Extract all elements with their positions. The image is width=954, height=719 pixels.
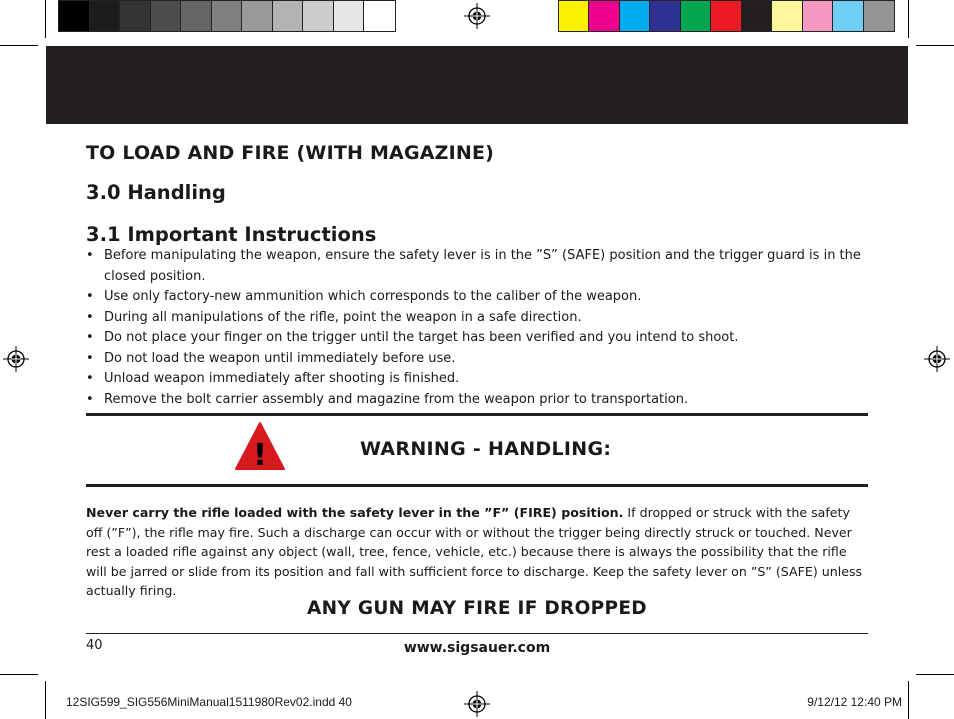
registration-mark-icon (3, 346, 29, 372)
color-swatch (559, 1, 589, 31)
gray-swatch (273, 1, 304, 31)
gray-swatch (181, 1, 212, 31)
warning-body-text: If dropped or struck with the safety off (”F”), the rifle may fire. Such a discharge can occur with or without the trigger being directly struck or touched. Never rest a loaded rifle against any object (wall, tree, fence, vehicle, etc.) because there is always the possibility that the rifle will be jarred or slide from its position and fall with sufficient force to discharge. Keep the safety lever on ”S” (SAFE) unless actually firing. (86, 505, 863, 598)
warning-title: WARNING - HANDLING: (360, 438, 612, 460)
gray-swatch (364, 1, 395, 31)
crop-mark-bottom-left-h (0, 674, 38, 675)
gray-swatch (212, 1, 243, 31)
warning-paragraph (86, 503, 868, 601)
color-swatch (589, 1, 619, 31)
warning-bottom-rule (86, 484, 868, 487)
gray-swatch (120, 1, 151, 31)
page-number: 40 (86, 638, 103, 653)
warning-top-rule (86, 413, 868, 416)
website-url: www.sigsauer.com (403, 640, 551, 656)
section-heading-instructions: 3.1 Important Instructions (86, 223, 377, 246)
color-swatch (803, 1, 833, 31)
page-title: TO LOAD AND FIRE (WITH MAGAZINE) (86, 142, 495, 164)
crop-mark-bottom-right-h (916, 674, 954, 675)
color-bar (558, 0, 895, 32)
color-swatch (650, 1, 680, 31)
svg-text:!: ! (253, 438, 267, 473)
list-item: • During all manipulations of the rifle, point the weapon in a safe direction. (86, 308, 866, 329)
color-swatch (833, 1, 863, 31)
gray-swatch (303, 1, 334, 31)
instruction-list (86, 246, 866, 410)
crop-mark-top-left-v (45, 0, 46, 38)
crop-mark-top-left-h (0, 45, 38, 46)
crop-mark-top-right-h (916, 45, 954, 46)
color-swatch (742, 1, 772, 31)
registration-mark-icon (464, 691, 490, 717)
list-item: • Before manipulating the weapon, ensure the safety lever is in the ”S” (SAFE) position and the trigger guard is in the closed position. (86, 246, 866, 287)
crop-mark-bottom-left-v (45, 681, 46, 719)
drop-warning-callout: ANY GUN MAY FIRE IF DROPPED (307, 598, 647, 619)
grayscale-bar (58, 0, 396, 32)
list-item: • Do not place your finger on the trigger until the target has been verified and you intend to shoot. (86, 328, 866, 349)
footer-rule (86, 633, 868, 634)
gray-swatch (242, 1, 273, 31)
list-item: • Use only factory-new ammunition which corresponds to the caliber of the weapon. (86, 287, 866, 308)
color-swatch (681, 1, 711, 31)
color-swatch (711, 1, 741, 31)
list-item: • Remove the bolt carrier assembly and magazine from the weapon prior to transportation. (86, 390, 866, 411)
warning-lead-text: Never carry the rifle loaded with the safety lever in the ”F” (FIRE) position. (86, 505, 624, 520)
registration-mark-icon (464, 3, 490, 29)
registration-mark-icon (924, 346, 950, 372)
gray-swatch (90, 1, 121, 31)
gray-swatch (59, 1, 90, 31)
list-item: • Do not load the weapon until immediately before use. (86, 349, 866, 370)
gray-swatch (334, 1, 365, 31)
color-swatch (864, 1, 894, 31)
warning-triangle-icon (234, 421, 286, 473)
header-band (46, 46, 908, 124)
gray-swatch (151, 1, 182, 31)
list-item: • Unload weapon immediately after shooting is finished. (86, 369, 866, 390)
color-swatch (772, 1, 802, 31)
section-heading-handling: 3.0 Handling (86, 181, 226, 204)
crop-mark-top-right-v (908, 0, 909, 38)
slug-timestamp: 9/12/12 12:40 PM (807, 695, 902, 709)
color-swatch (620, 1, 650, 31)
crop-mark-bottom-right-v (908, 681, 909, 719)
slug-filename: 12SIG599_SIG556MiniManual1511980Rev02.indd 40 (66, 695, 352, 709)
